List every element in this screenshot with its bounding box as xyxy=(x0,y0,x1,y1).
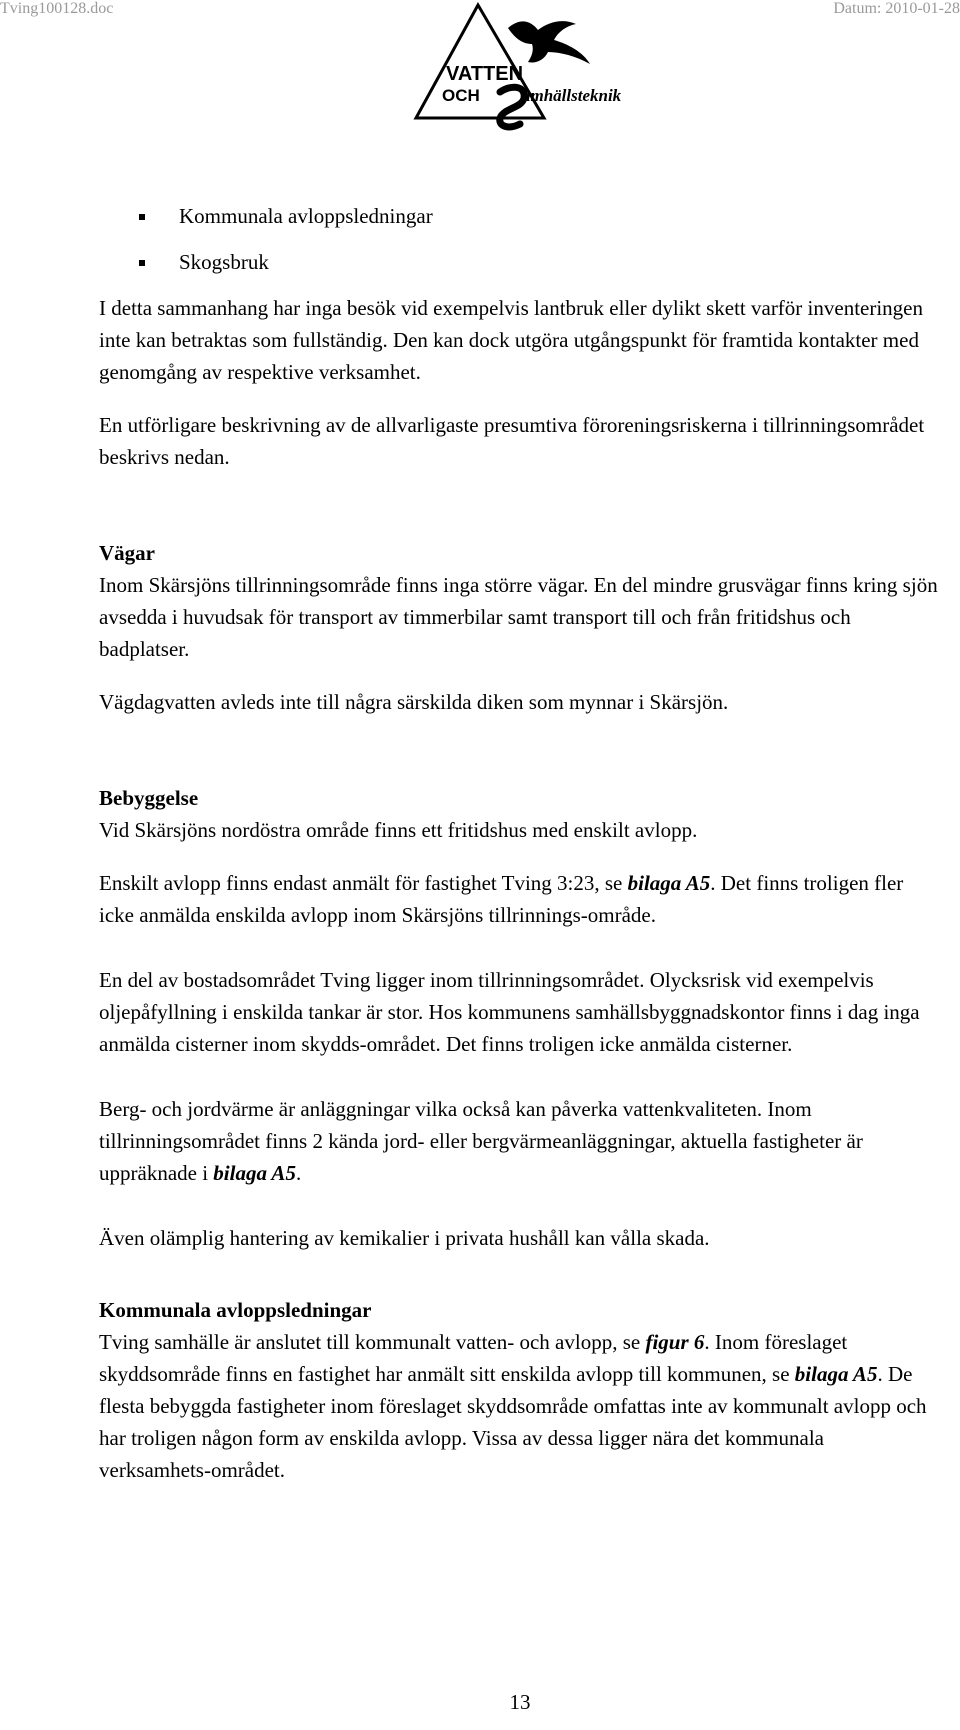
paragraph-vagar-2: Vägdagvatten avleds inte till några särskilda diken som mynnar i Skärsjön. xyxy=(99,690,729,714)
paragraph-risks: En utförligare beskrivning av de allvarligaste presumtiva föroreningsriskerna i tillrinningsområdet beskrivs nedan. xyxy=(99,413,925,469)
header-filename: Tving100128.doc xyxy=(0,0,114,17)
heading-kommunala: Kommunala avloppsledningar xyxy=(99,1298,372,1322)
list-item: Kommunala avloppsledningar xyxy=(99,200,939,232)
bilaga-reference: bilaga A5 xyxy=(627,871,711,895)
page-number: 13 xyxy=(509,1690,531,1714)
paragraph-kommunala: Tving samhälle är anslutet till kommunalt vatten- och avlopp, se figur 6. Inom föreslaget skyddsområde finns en fastighet har anmält sitt enskilda avlopp till kommunen, se bilaga A5. De flesta bebyggda fastigheter inom föreslaget skyddsområde omfattas inte av kommunalt avlopp och har troligen någon form av enskilda avlopp. Vissa av dessa ligger nära det kommunala verksamhets-området. xyxy=(99,1330,927,1482)
figur-reference: figur 6 xyxy=(645,1330,705,1354)
header-date: Datum: 2010-01-28 xyxy=(833,0,960,17)
paragraph-bebyggelse-1: Vid Skärsjöns nordöstra område finns ett fritidshus med enskilt avlopp. xyxy=(99,818,698,842)
document-body xyxy=(99,200,939,1486)
list-item: Skogsbruk xyxy=(99,246,939,278)
bilaga-reference: bilaga A5 xyxy=(794,1362,878,1386)
bilaga-reference: bilaga A5 xyxy=(213,1161,296,1185)
paragraph-bebyggelse-3: En del av bostadsområdet Tving ligger inom tillrinningsområdet. Olycksrisk vid exempelvis oljepåfyllning i enskilda tankar är stor. Hos kommunens samhällsbyggnadskontor finns i dag inga anmälda cisterner inom skydds-området. Det finns troligen icke anmälda cisterner. xyxy=(99,968,920,1056)
paragraph-intro: I detta sammanhang har inga besök vid exempelvis lantbruk eller dylikt skett varför inventeringen inte kan betraktas som fullständig. Den kan dock utgöra utgångspunkt för framtida kontakter med genomgång av respektive verksamhet. xyxy=(99,296,924,384)
paragraph-bebyggelse-5: Även olämplig hantering av kemikalier i privata hushåll kan vålla skada. xyxy=(99,1226,710,1250)
heading-vagar: Vägar xyxy=(99,541,155,565)
logo-line2: OCH xyxy=(442,86,480,105)
bullet-list xyxy=(99,200,939,278)
bullet-square-icon xyxy=(139,214,145,220)
paragraph-bebyggelse-2: Enskilt avlopp finns endast anmält för fastighet Tving 3:23, se bilaga A5. Det finns troligen fler icke anmälda enskilda avlopp inom Skärsjöns tillrinnings-område. xyxy=(99,871,904,927)
bullet-square-icon xyxy=(139,260,145,266)
logo-line3: amhällsteknik xyxy=(522,86,622,105)
paragraph-vagar-1: Inom Skärsjöns tillrinningsområde finns inga större vägar. En del mindre grusvägar finns kring sjön avsedda i huvudsak för transport av timmerbilar samt transport till och från fritidshus och badplatser. xyxy=(99,573,938,661)
paragraph-bebyggelse-4: Berg- och jordvärme är anläggningar vilka också kan påverka vattenkvaliteten. Inom tillrinningsområdet finns 2 kända jord- eller bergvärmeanläggningar, aktuella fastigheter är uppräknade i bilaga A5. xyxy=(99,1097,863,1185)
company-logo xyxy=(408,0,640,140)
heading-bebyggelse: Bebyggelse xyxy=(99,786,199,810)
logo-line1: VATTEN xyxy=(446,63,524,85)
